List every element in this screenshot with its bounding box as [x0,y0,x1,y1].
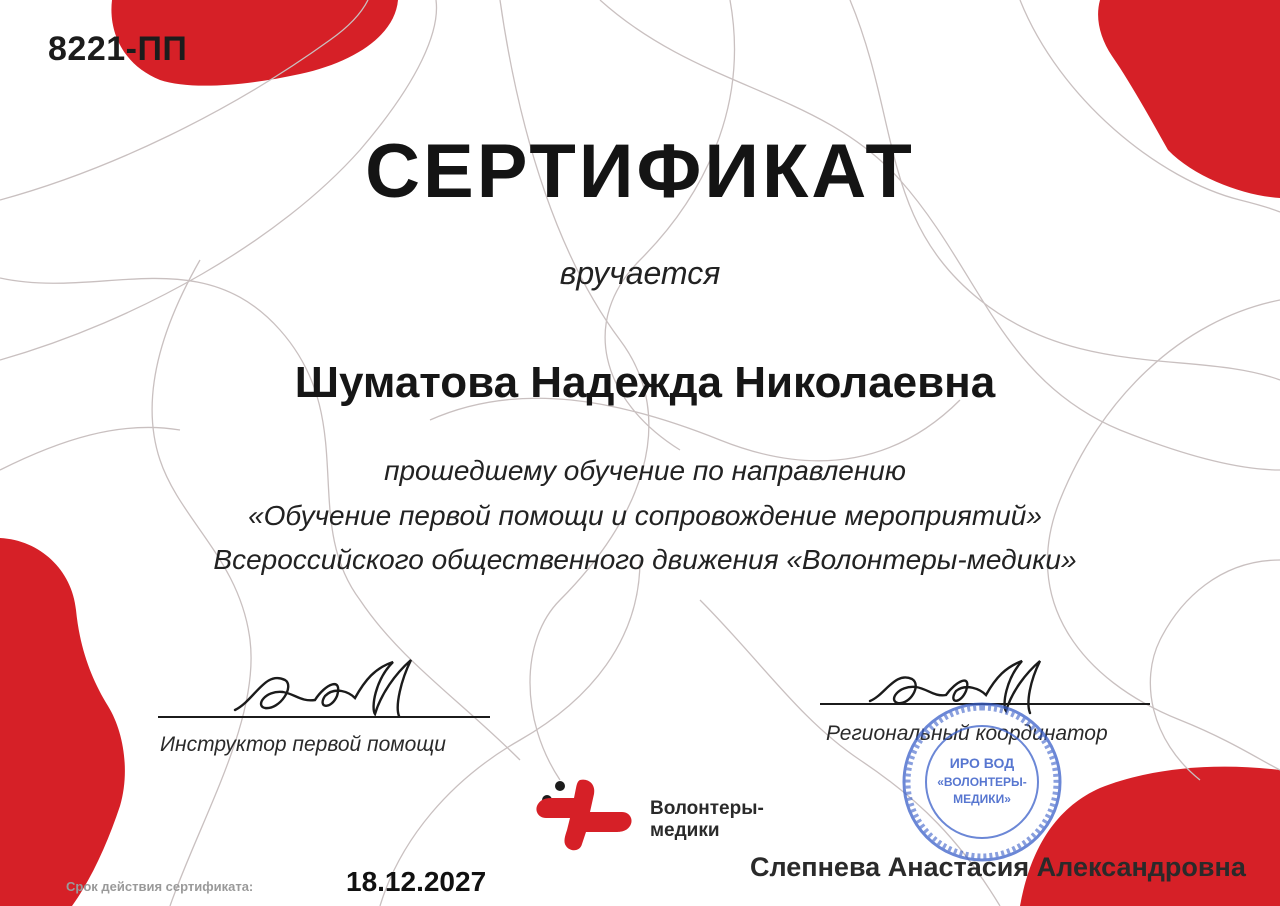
logo-label-line-2: медики [650,820,720,841]
validity-label: Срок действия сертификата: [66,879,254,894]
volunteers-medics-logo-icon [530,772,640,852]
description-line-2: «Обучение первой помощи и сопровождение мероприятий» [248,500,1042,531]
instructor-signature-line [158,716,490,718]
recipient-name: Шуматова Надежда Николаевна [294,358,996,407]
coordinator-role-label: Региональный координатор [826,722,1108,745]
official-stamp [898,698,1066,866]
stamp-text-line-2: «ВОЛОНТЕРЫ- [937,775,1027,789]
description-line-3: Всероссийского общественного движения «Волонтеры-медики» [213,544,1077,575]
logo-label-line-1: Волонтеры- [650,798,764,819]
description-line-1: прошедшему обучение по направлению [384,455,906,486]
instructor-role-label: Инструктор первой помощи [160,733,446,756]
certificate-title: СЕРТИФИКАТ [365,129,915,214]
stamp-text-line-1: ИРО ВОД [949,755,1015,771]
instructor-signature [225,650,445,730]
stamp-text-line-3: МЕДИКИ» [953,792,1011,806]
red-blob-left [0,538,125,906]
awarded-text: вручается [559,255,721,291]
coordinator-name: Слепнева Анастасия Александровна [750,852,1246,882]
logo-label [650,798,764,842]
validity-date: 18.12.2027 [346,866,487,897]
certificate-number: 8221-ПП [48,30,188,68]
